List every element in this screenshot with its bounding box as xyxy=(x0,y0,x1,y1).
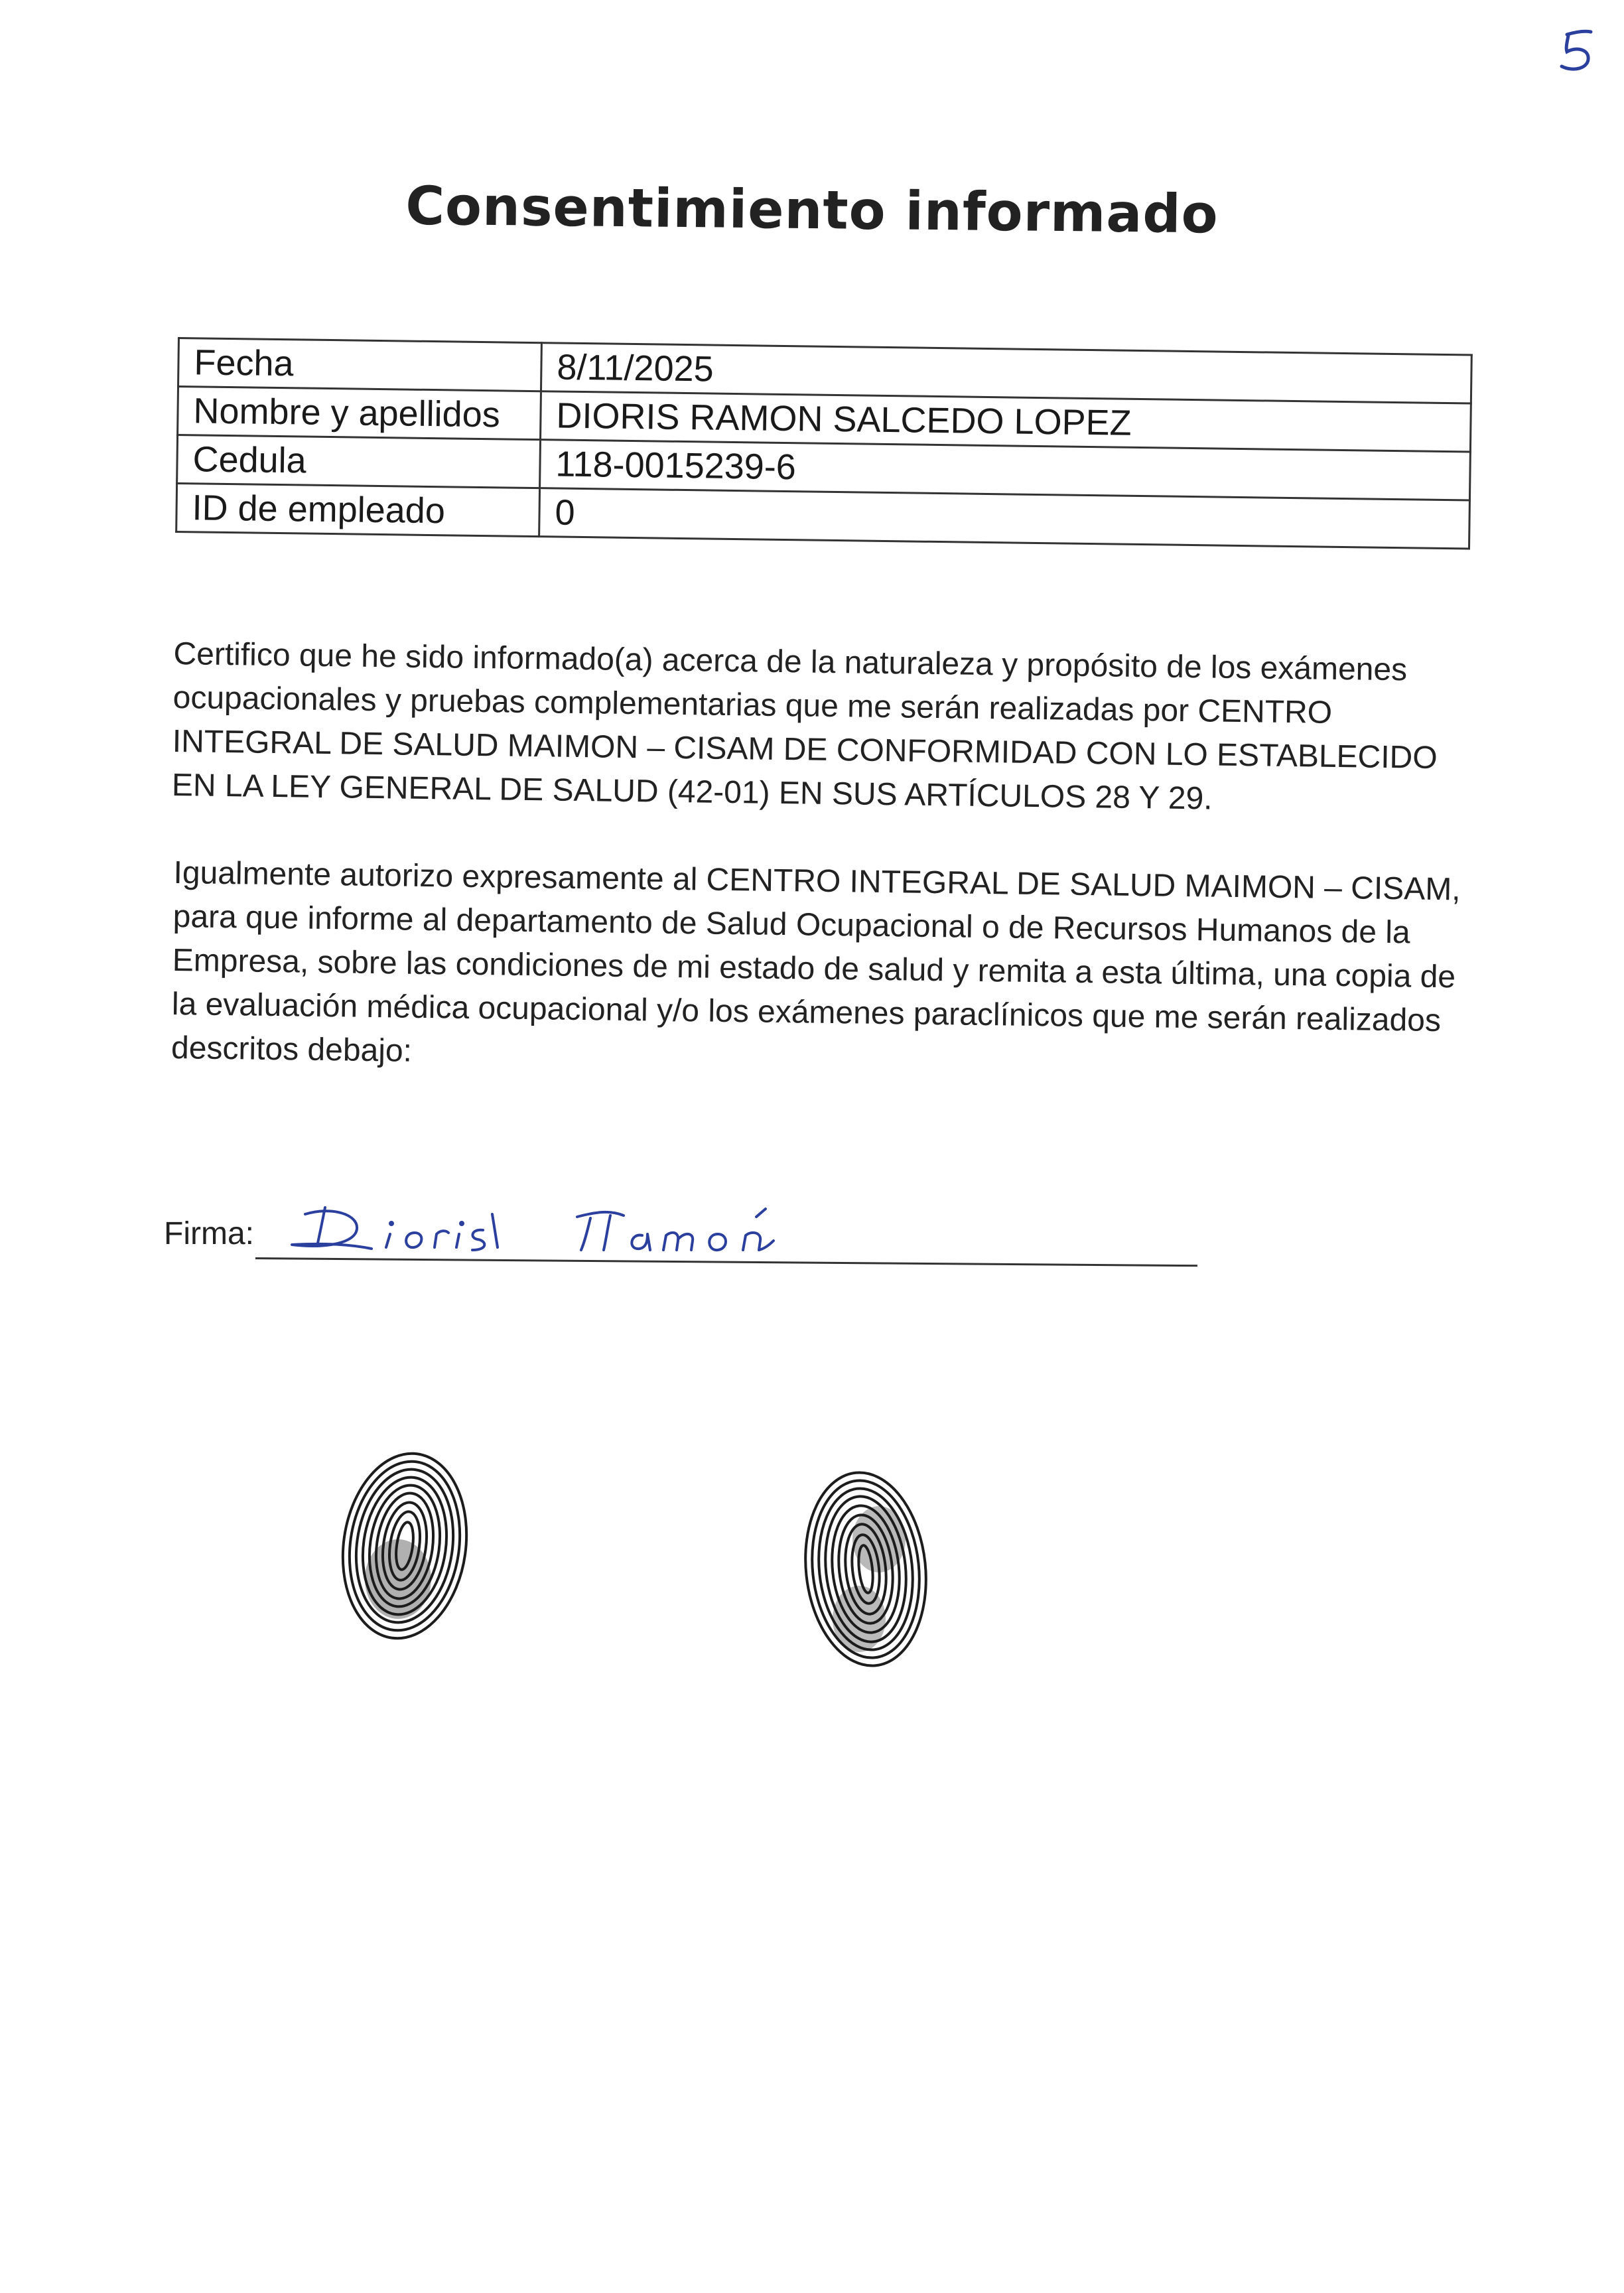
id-empleado-value: 0 xyxy=(539,488,1470,549)
id-empleado-label: ID de empleado xyxy=(176,484,540,537)
certification-paragraph: Certifico que he sido informado(a) acerca de la naturaleza y propósito de los exámenes ocupacionales y pruebas complementarias que me serán realizadas por CENTRO INTEGRAL DE SALUD MAIMON – CISAM DE CONFORMIDAD CON LO ESTABLECIDO EN LA LEY GENERAL DE SALUD (42-01) EN SUS ARTÍCULOS 28 Y 29. xyxy=(171,636,1438,817)
cedula-value: 118-0015239-6 xyxy=(540,440,1471,500)
cedula-label: Cedula xyxy=(177,435,541,488)
fecha-value: 8/11/2025 xyxy=(541,343,1471,403)
fecha-label: Fecha xyxy=(178,338,542,391)
fingerprint-left-icon xyxy=(338,1446,471,1645)
nombre-label: Nombre y apellidos xyxy=(178,387,541,440)
nombre-value: DIORIS RAMON SALCEDO LOPEZ xyxy=(541,391,1471,452)
signature-label: Firma: xyxy=(164,1216,254,1251)
info-table xyxy=(175,337,1473,550)
handwritten-page-number xyxy=(1552,25,1599,78)
signature-area xyxy=(163,1194,1197,1267)
authorization-paragraph: Igualmente autorizo expresamente al CENTRO INTEGRAL DE SALUD MAIMON – CISAM, para que informe al departamento de Salud Ocupacional o de Recursos Humanos de la Empresa, sobre las condiciones de mi estado de salud y remita a esta última, una copia de la evaluación médica ocupacional y/o los exámenes paraclínicos que me serán realizados descritos debajo: xyxy=(170,855,1461,1069)
document-title: Consentimiento informado xyxy=(405,174,1219,245)
handwritten-signature xyxy=(279,1194,982,1267)
fingerprint-right-icon xyxy=(799,1466,932,1672)
